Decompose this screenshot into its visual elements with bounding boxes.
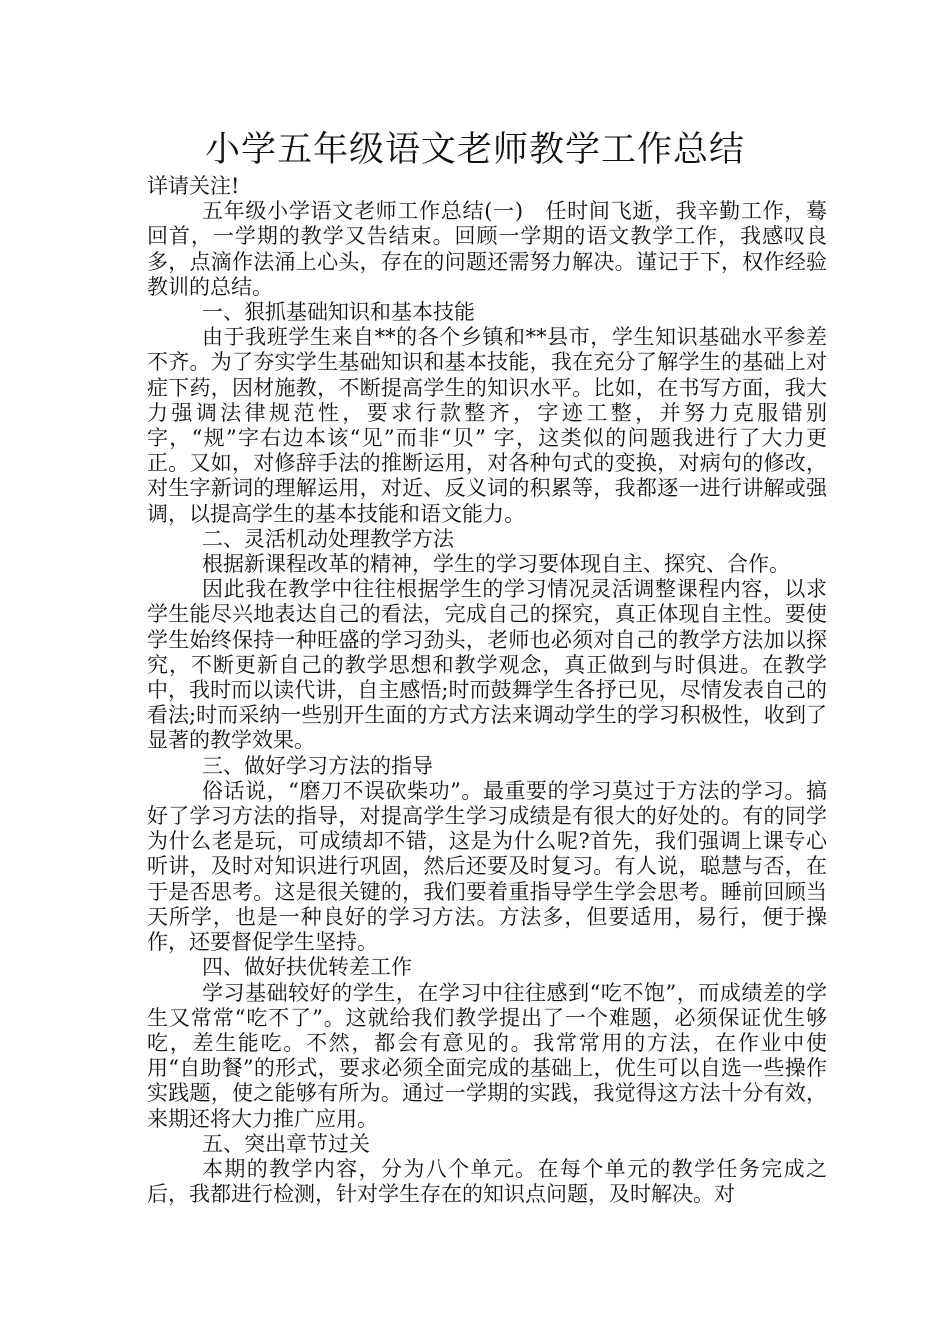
section-4-paragraph: 学习基础较好的学生，在学习中往往感到“吃不饱”，而成绩差的学生又常常“吃不了”。这就给我们教学提出了一个难题，必须保证优生够吃，差生能吃。不然，都会有意见的。我常常用的方法，在作业中使用“自助餐”的形式，要求必须全面完成的基础上，优生可以自选一些操作实践题，使之能够有所为。通过一学期的实践，我觉得这方法十分有效，来期还将大力推广应用。 <box>147 980 827 1131</box>
document-title: 小学五年级语文老师教学工作总结 <box>204 130 745 170</box>
section-5-paragraph: 本期的教学内容，分为八个单元。在每个单元的教学任务完成之后，我都进行检测，针对学生存在的知识点问题，及时解决。对 <box>147 1156 827 1207</box>
opening-paragraph: 五年级小学语文老师工作总结(一) 任时间飞逝，我辛勤工作，蓦回首，一学期的教学又告结束。回顾一学期的语文教学工作，我感叹良多，点滴作法涌上心头，存在的问题还需努力解决。谨记于下，权作经验教训的总结。 <box>147 199 827 299</box>
section-2-paragraph-b: 因此我在教学中往往根据学生的学习情况灵活调整课程内容，以求学生能尽兴地表达自己的看法，完成自己的探究，真正体现自主性。要使学生始终保持一种旺盛的学习劲头，老师也必须对自己的教学方法加以探究，不断更新自己的教学思想和教学观念，真正做到与时俱进。在教学中，我时而以读代讲，自主感悟;时而鼓舞学生各抒已见，尽情发表自己的看法;时而采纳一些别开生面的方式方法来调动学生的学习积极性，收到了显著的教学效果。 <box>147 577 827 753</box>
document-body <box>147 174 827 1207</box>
section-heading-1: 一、狠抓基础知识和基本技能 <box>202 300 475 325</box>
section-heading-2: 二、灵活机动处理教学方法 <box>202 526 454 551</box>
section-heading-5: 五、突出章节过关 <box>202 1131 370 1156</box>
intro-note: 详请关注! <box>147 174 240 198</box>
section-heading-3: 三、做好学习方法的指导 <box>202 753 433 778</box>
section-heading-4: 四、做好扶优转差工作 <box>202 955 412 980</box>
section-1-paragraph: 由于我班学生来自**的各个乡镇和**县市，学生知识基础水平参差不齐。为了夯实学生基础知识和基本技能，我在充分了解学生的基础上对症下药，因材施教，不断提高学生的知识水平。比如，在书写方面，我大力强调法律规范性，要求行款整齐，字迹工整，并努力克服错别字，“规”字右边本该“见”而非“贝” 字，这类似的问题我进行了大力更正。又如，对修辞手法的推断运用，对各种句式的变换，对病句的修改，对生字新词的理解运用，对近、反义词的积累等，我都逐一进行讲解或强调，以提高学生的基本技能和语文能力。 <box>147 325 827 526</box>
section-3-paragraph: 俗话说，“磨刀不误砍柴功”。最重要的学习莫过于方法的学习。搞好了学习方法的指导，对提高学生学习成绩是有很大的好处的。有的同学为什么老是玩，可成绩却不错，这是为什么呢?首先，我们强调上课专心听讲，及时对知识进行巩固，然后还要及时复习。有人说，聪慧与否，在于是否思考。这是很关键的，我们要着重指导学生学会思考。睡前回顾当天所学，也是一种良好的学习方法。方法多，但要适用，易行，便于操作，还要督促学生坚持。 <box>147 778 827 955</box>
section-2-paragraph-a: 根据新课程改革的精神，学生的学习要体现自主、探究、合作。 <box>202 552 790 577</box>
